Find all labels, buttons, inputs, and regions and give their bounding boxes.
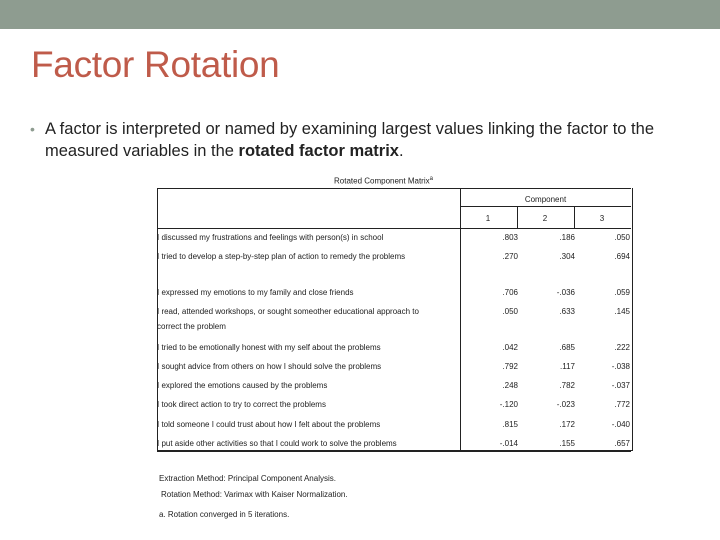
slide-top-bar: [0, 0, 720, 29]
cell-component-3: .657: [614, 439, 630, 448]
cell-component-2: .633: [559, 307, 575, 316]
header-divider-col3: [574, 206, 575, 228]
cell-component-3: .222: [614, 343, 630, 352]
bullet-text-bold: rotated factor matrix: [238, 142, 399, 160]
cell-component-3: -.037: [611, 381, 630, 390]
bullet-icon: •: [30, 121, 35, 137]
cell-component-2: .782: [559, 381, 575, 390]
cell-component-2: .685: [559, 343, 575, 352]
table-title-footnote-mark: a: [429, 176, 433, 182]
bullet-text-prefix: A factor is interpreted or named by examining largest values linking the factor to the measured variables in the: [45, 120, 654, 160]
row-label: I told someone I could trust about how I felt about the problems: [157, 420, 381, 429]
slide-title: Factor Rotation: [31, 44, 280, 85]
cell-component-1: .248: [502, 381, 518, 390]
column-header-3: 3: [599, 214, 605, 223]
row-label: I put aside other activities so that I could work to solve the problems: [157, 439, 397, 448]
column-header-1: 1: [485, 214, 491, 223]
header-divider-label: [460, 188, 461, 450]
row-label: I tried to develop a step-by-step plan of action to remedy the problems: [157, 252, 406, 261]
footnote-extraction: Extraction Method: Principal Component Analysis.: [159, 474, 336, 483]
cell-component-2: .155: [559, 439, 575, 448]
row-label: I discussed my frustrations and feelings with person(s) in school: [157, 233, 384, 242]
bullet-text: [45, 118, 695, 162]
row-label: I took direct action to try to correct the problems: [157, 400, 326, 409]
cell-component-3: -.040: [611, 420, 630, 429]
footnote-rotation: Rotation Method: Varimax with Kaiser Normalization.: [161, 490, 348, 499]
cell-component-3: .694: [614, 252, 630, 261]
row-label-continued: correct the problem: [157, 322, 226, 331]
header-line-top: [157, 188, 631, 189]
row-label: I read, attended workshops, or sought someother educational approach to: [157, 307, 419, 316]
cell-component-2: .304: [559, 252, 575, 261]
header-line-bottom: [157, 228, 631, 229]
cell-component-1: .815: [502, 420, 518, 429]
table-title: [334, 176, 433, 186]
cell-component-1: .270: [502, 252, 518, 261]
footnote-convergence: a. Rotation converged in 5 iterations.: [159, 510, 290, 519]
cell-component-2: -.023: [556, 400, 575, 409]
row-label: I sought advice from others on how I should solve the problems: [157, 362, 382, 371]
column-header-2: 2: [542, 214, 548, 223]
header-line-component: [460, 206, 631, 207]
cell-component-3: .145: [614, 307, 630, 316]
cell-component-3: .772: [614, 400, 630, 409]
row-label: I explored the emotions caused by the problems: [157, 381, 328, 390]
cell-component-2: .117: [560, 362, 575, 371]
footer-line: [157, 451, 631, 452]
component-header: Component: [524, 195, 567, 204]
cell-component-2: -.036: [556, 288, 575, 297]
cell-component-1: .706: [502, 288, 518, 297]
cell-component-2: .172: [559, 420, 575, 429]
row-label: I tried to be emotionally honest with my self about the problems: [157, 343, 381, 352]
cell-component-1: -.120: [499, 400, 518, 409]
cell-component-1: .042: [502, 343, 518, 352]
cell-component-1: .803: [502, 233, 518, 242]
cell-component-3: .059: [614, 288, 630, 297]
cell-component-1: .050: [502, 307, 518, 316]
row-label: I expressed my emotions to my family and close friends: [157, 288, 354, 297]
header-divider-col2: [517, 206, 518, 228]
cell-component-3: .050: [614, 233, 630, 242]
cell-component-1: .792: [502, 362, 518, 371]
bullet-text-suffix: .: [399, 142, 404, 160]
cell-component-2: .186: [559, 233, 575, 242]
table-title-text: Rotated Component Matrix: [334, 176, 430, 186]
cell-component-1: -.014: [499, 439, 518, 448]
cell-component-3: -.038: [611, 362, 630, 371]
